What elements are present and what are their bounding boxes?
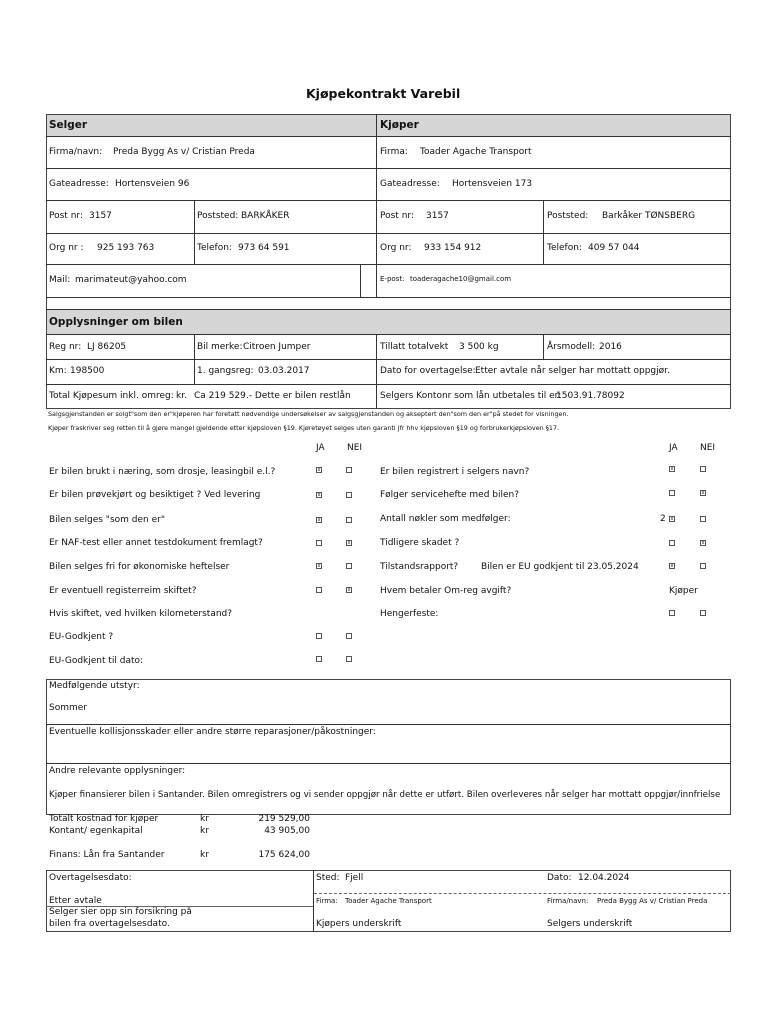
checkbox-ja[interactable]: x [670, 466, 674, 472]
checkbox-ja[interactable] [669, 610, 675, 616]
buyer-phone-value: 409 57 044 [588, 243, 640, 253]
question-left-2: Er bilen prøvekjørt og besiktiget ? Ved levering [49, 490, 261, 500]
checkbox-nei[interactable] [700, 516, 706, 522]
buyer-postnr-value: 3157 [426, 211, 449, 221]
eu-approval-note: Bilen er EU godkjent til 23.05.2024 [481, 562, 639, 572]
buyer-poststed-value: Barkåker TØNSBERG [602, 211, 696, 221]
question-left-8: EU-Godkjent ? [49, 632, 114, 642]
buyer-phone-label: Telefon: [547, 243, 582, 253]
seller-orgnr-value: 925 193 763 [97, 243, 155, 253]
question-right-1: Er bilen registrert i selgers navn? [380, 467, 530, 477]
question-right-3: Antall nøkler som medfølger: [380, 514, 511, 524]
seller-phone-value: 973 64 591 [238, 243, 290, 253]
cost-label: Finans: Lån fra Santander [49, 850, 165, 860]
question-left-4: Er NAF-test eller annet testdokument fremlagt? [49, 538, 263, 548]
cost-amount: 43 905,00 [264, 826, 310, 836]
ja-header-left: JA [316, 443, 325, 453]
cost-currency: kr [200, 814, 209, 824]
buyer-mail-label: E-post: [380, 275, 405, 283]
date-value: 12.04.2024 [578, 873, 630, 883]
seller-firm-value: Preda Bygg As v/ Cristian Preda [113, 147, 255, 157]
buyer-poststed-label: Poststed: [547, 211, 589, 221]
price-value: Ca 219 529.- Dette er bilen restlån [194, 391, 351, 401]
km-value: 198500 [70, 366, 105, 376]
question-left-3: Bilen selges "som den er" [49, 515, 165, 525]
buyer-firm-footer-value: Toader Agache Transport [345, 897, 432, 905]
seller-mail-value: marimateut@yahoo.com [75, 275, 187, 285]
seller-firm-label: Firma/navn: [49, 147, 103, 157]
checkbox-ja[interactable]: x [317, 563, 321, 569]
omreg-payer-answer: Kjøper [669, 586, 698, 596]
cost-label: Kontant/ egenkapital [49, 826, 143, 836]
other-info-label: Andre relevante opplysninger: [49, 766, 186, 776]
brand-value: Citroen Jumper [243, 342, 311, 352]
checkbox-ja[interactable] [669, 490, 675, 496]
checkbox-nei[interactable] [346, 492, 352, 498]
seller-poststed-value: BARKÅKER [241, 211, 290, 221]
checkbox-ja[interactable]: x [317, 492, 321, 498]
insurance-note-line1: Selger sier opp sin forsikring på [49, 907, 192, 917]
buyer-postnr-label: Post nr: [380, 211, 414, 221]
equipment-label: Medfølgende utstyr: [49, 681, 140, 691]
place-value: Fjell [345, 873, 364, 883]
insurance-note-line2: bilen fra overtagelsesdato. [49, 919, 170, 929]
checkbox-ja[interactable] [316, 633, 322, 639]
checkbox-nei[interactable] [346, 656, 352, 662]
checkbox-nei[interactable]: x [701, 490, 705, 496]
checkbox-ja[interactable] [316, 656, 322, 662]
seller-header: Selger [49, 119, 88, 131]
keys-count: 2 [660, 514, 666, 524]
cost-label: Totalt kostnad for kjøper [49, 814, 159, 824]
checkbox-nei[interactable] [346, 633, 352, 639]
disclaimer-warranty: Kjøper fraskriver seg retten til å gjøre mangel gjeldende etter kjøpsloven §19. Kjøretøyet selges uten garanti jfr hhv kjøpsloven §19 og forbrukerkjøpsloven §17. [48, 424, 560, 432]
handover-date-label: Overtagelsesdato: [49, 873, 132, 883]
checkbox-ja[interactable]: x [670, 516, 674, 522]
question-right-7: Hengerfeste: [380, 609, 439, 619]
seller-firm-footer-label: Firma/navn: [547, 897, 589, 905]
disclaimer-sold-as-is: Salgsgjenstanden er solgt"som den er"kjøperen har foretatt nødvendige undersøkelser av salgsgjenstanden og akseptert den"som den er"på stedet for visningen. [48, 410, 569, 418]
buyer-firm-value: Toader Agache Transport [420, 147, 532, 157]
question-left-7: Hvis skiftet, ved hvilken kilometerstand? [49, 609, 233, 619]
handover-value: Etter avtale når selger har mottatt oppgjør. [475, 366, 670, 376]
reg-label: Reg nr: [49, 342, 82, 352]
cost-amount: 219 529,00 [258, 814, 310, 824]
nei-header-right: NEI [700, 443, 716, 453]
question-right-4: Tidligere skadet ? [380, 538, 460, 548]
checkbox-ja[interactable]: x [317, 517, 321, 523]
buyer-firm-footer-label: Firma: [316, 897, 338, 905]
other-info-value: Kjøper finansierer bilen i Santander. Bilen omregistrers og vi sender oppgjør når dette er utført. Bilen overleveres når selger har mottatt oppgjør/innfrielse [49, 790, 721, 800]
checkbox-nei[interactable]: x [701, 540, 705, 546]
price-label: Total Kjøpesum inkl. omreg: [49, 391, 174, 401]
equipment-value: Sommer [49, 703, 87, 713]
total-weight-value: 3 500 kg [459, 342, 499, 352]
checkbox-nei[interactable]: x [347, 587, 351, 593]
checkbox-nei[interactable] [700, 563, 706, 569]
damages-label: Eventuelle kollisjonsskader eller andre større reparasjoner/påkostninger: [49, 727, 376, 737]
cost-amount: 175 624,00 [258, 850, 310, 860]
buyer-mail-value: toaderagache10@gmail.com [410, 275, 512, 283]
checkbox-nei[interactable] [346, 517, 352, 523]
seller-postnr-label: Post nr: [49, 211, 83, 221]
first-reg-value: 03.03.2017 [258, 366, 310, 376]
checkbox-ja[interactable] [316, 587, 322, 593]
ja-header-right: JA [669, 443, 678, 453]
buyer-header: Kjøper [380, 119, 419, 131]
date-label: Dato: [547, 873, 572, 883]
place-label: Sted: [316, 873, 340, 883]
checkbox-nei[interactable]: x [347, 540, 351, 546]
account-label: Selgers Kontonr som lån utbetales til er: [380, 391, 562, 401]
buyer-orgnr-value: 933 154 912 [424, 243, 482, 253]
page-title: Kjøpekontrakt Varebil [306, 86, 461, 101]
total-weight-label: Tillatt totalvekt [380, 342, 449, 352]
question-right-6: Hvem betaler Om-reg avgift? [380, 586, 512, 596]
year-value: 2016 [599, 342, 622, 352]
year-label: Årsmodell: [547, 342, 596, 352]
reg-value: LJ 86205 [87, 342, 127, 352]
buyer-street-value: Hortensveien 173 [452, 179, 533, 189]
checkbox-nei[interactable] [700, 610, 706, 616]
checkbox-ja[interactable]: x [670, 563, 674, 569]
seller-signature-label: Selgers underskrift [547, 919, 633, 929]
account-value: 1503.91.78092 [556, 391, 625, 401]
seller-orgnr-label: Org nr : [49, 243, 84, 253]
seller-street-label: Gateadresse: [49, 179, 109, 189]
checkbox-ja[interactable] [669, 540, 675, 546]
question-left-9: EU-Godkjent til dato: [49, 656, 144, 666]
seller-poststed-label: Poststed: [197, 211, 239, 221]
seller-mail-label: Mail: [49, 275, 71, 285]
buyer-signature-label: Kjøpers underskrift [316, 919, 402, 929]
seller-postnr-value: 3157 [89, 211, 112, 221]
buyer-orgnr-label: Org nr: [380, 243, 412, 253]
vehicle-header: Opplysninger om bilen [49, 316, 183, 328]
cost-currency: kr [200, 826, 209, 836]
first-reg-label: 1. gangsreg: [197, 366, 254, 376]
question-left-6: Er eventuell registerreim skiftet? [49, 586, 197, 596]
buyer-street-label: Gateadresse: [380, 179, 440, 189]
checkbox-nei[interactable] [346, 563, 352, 569]
question-left-1: Er bilen brukt i næring, som drosje, leasingbil e.l.? [49, 467, 276, 477]
question-right-2: Følger servicehefte med bilen? [380, 490, 520, 500]
brand-label: Bil merke: [197, 342, 243, 352]
checkbox-nei[interactable] [700, 466, 706, 472]
question-left-5: Bilen selges fri for økonomiske heftelser [49, 562, 230, 572]
seller-street-value: Hortensveien 96 [115, 179, 190, 189]
buyer-firm-label: Firma: [380, 147, 408, 157]
checkbox-ja[interactable] [316, 540, 322, 546]
handover-date-value: Etter avtale [49, 896, 102, 906]
seller-phone-label: Telefon: [197, 243, 232, 253]
price-currency: kr. [176, 391, 187, 401]
nei-header-left: NEI [347, 443, 363, 453]
checkbox-ja[interactable]: x [317, 467, 321, 473]
checkbox-nei[interactable] [346, 467, 352, 473]
question-right-5: Tilstandsrapport? [380, 562, 459, 572]
km-label: Km: [49, 366, 67, 376]
seller-firm-footer-value: Preda Bygg As v/ Cristian Preda [597, 897, 708, 905]
cost-currency: kr [200, 850, 209, 860]
parties-table [46, 114, 731, 409]
handover-label: Dato for overtagelse: [380, 366, 476, 376]
